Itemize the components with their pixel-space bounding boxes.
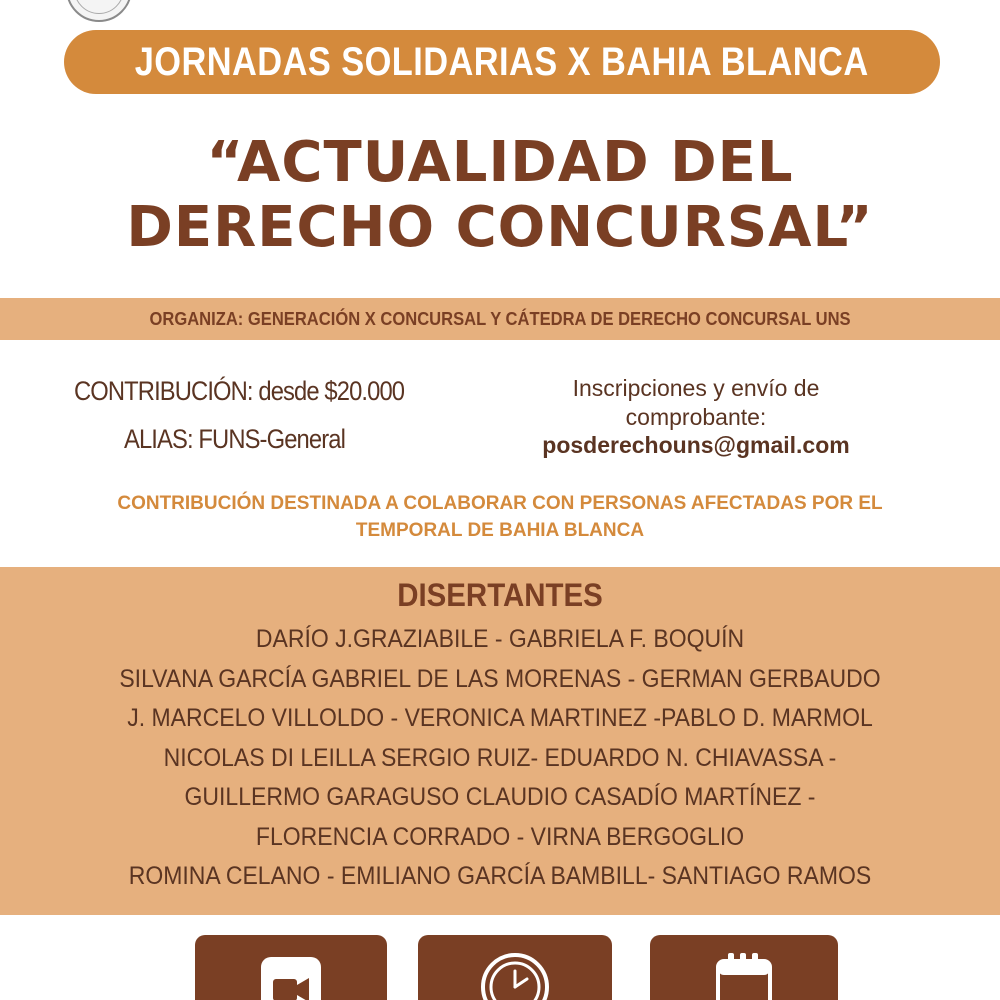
registration-line-1: Inscripciones y envío de (572, 375, 820, 401)
modality-box (195, 935, 387, 1000)
payment-alias: ALIAS: FUNS-General (124, 424, 345, 454)
speaker-line: ROMINA CELANO - EMILIANO GARCÍA BAMBILL- SANTIAGO RAMOS (128, 862, 872, 890)
calendar-icon (712, 949, 776, 1000)
registration-info (520, 374, 872, 432)
banner-text: JORNADAS SOLIDARIAS X BAHIA BLANCA (135, 39, 869, 84)
contribution-amount: CONTRIBUCIÓN: desde $20.000 (74, 376, 405, 406)
speaker-line: NICOLAS DI LEILLA SERGIO RUIZ- EDUARDO N. CHIAVASSA - (163, 743, 837, 772)
event-banner (64, 30, 940, 94)
speaker-line: DARÍO J.GRAZIABILE - GABRIELA F. BOQUÍN (255, 625, 745, 653)
time-box (418, 935, 612, 1000)
registration-email[interactable]: posderechouns@gmail.com (542, 432, 850, 458)
speaker-line: GUILLERMO GARAGUSO CLAUDIO CASADÍO MARTÍNEZ - (184, 783, 816, 811)
speaker-line: SILVANA GARCÍA GABRIEL DE LAS MORENAS - GERMAN GERBAUDO (119, 664, 881, 693)
speakers-heading: DISERTANTES (397, 577, 603, 613)
destination-line-1: CONTRIBUCIÓN DESTINADA A COLABORAR CON PERSONAS AFECTADAS POR EL (117, 493, 883, 514)
clock-icon (479, 949, 551, 1000)
page-title-line-2: DERECHO CONCURSAL” (126, 195, 874, 260)
page-title-line-1: “ACTUALIDAD DEL (206, 130, 794, 195)
speaker-line: J. MARCELO VILLOLDO - VERONICA MARTINEZ -PABLO D. MARMOL (127, 704, 873, 732)
organizer-band (0, 298, 1000, 340)
speakers-list (0, 625, 1000, 902)
speaker-line: FLORENCIA CORRADO - VIRNA BERGOGLIO (255, 822, 745, 851)
date-box (650, 935, 838, 1000)
destination-line-2: TEMPORAL DE BAHIA BLANCA (355, 520, 645, 541)
contribution-destination (60, 490, 940, 544)
organizer-text: ORGANIZA: GENERACIÓN X CONCURSAL Y CÁTEDRA DE DERECHO CONCURSAL UNS (149, 308, 851, 329)
seal-inner-ring (74, 0, 124, 14)
registration-line-2: comprobante: (625, 404, 767, 430)
video-camera-icon (259, 949, 323, 1000)
speakers-section (0, 567, 1000, 915)
university-seal-logo (66, 0, 132, 22)
